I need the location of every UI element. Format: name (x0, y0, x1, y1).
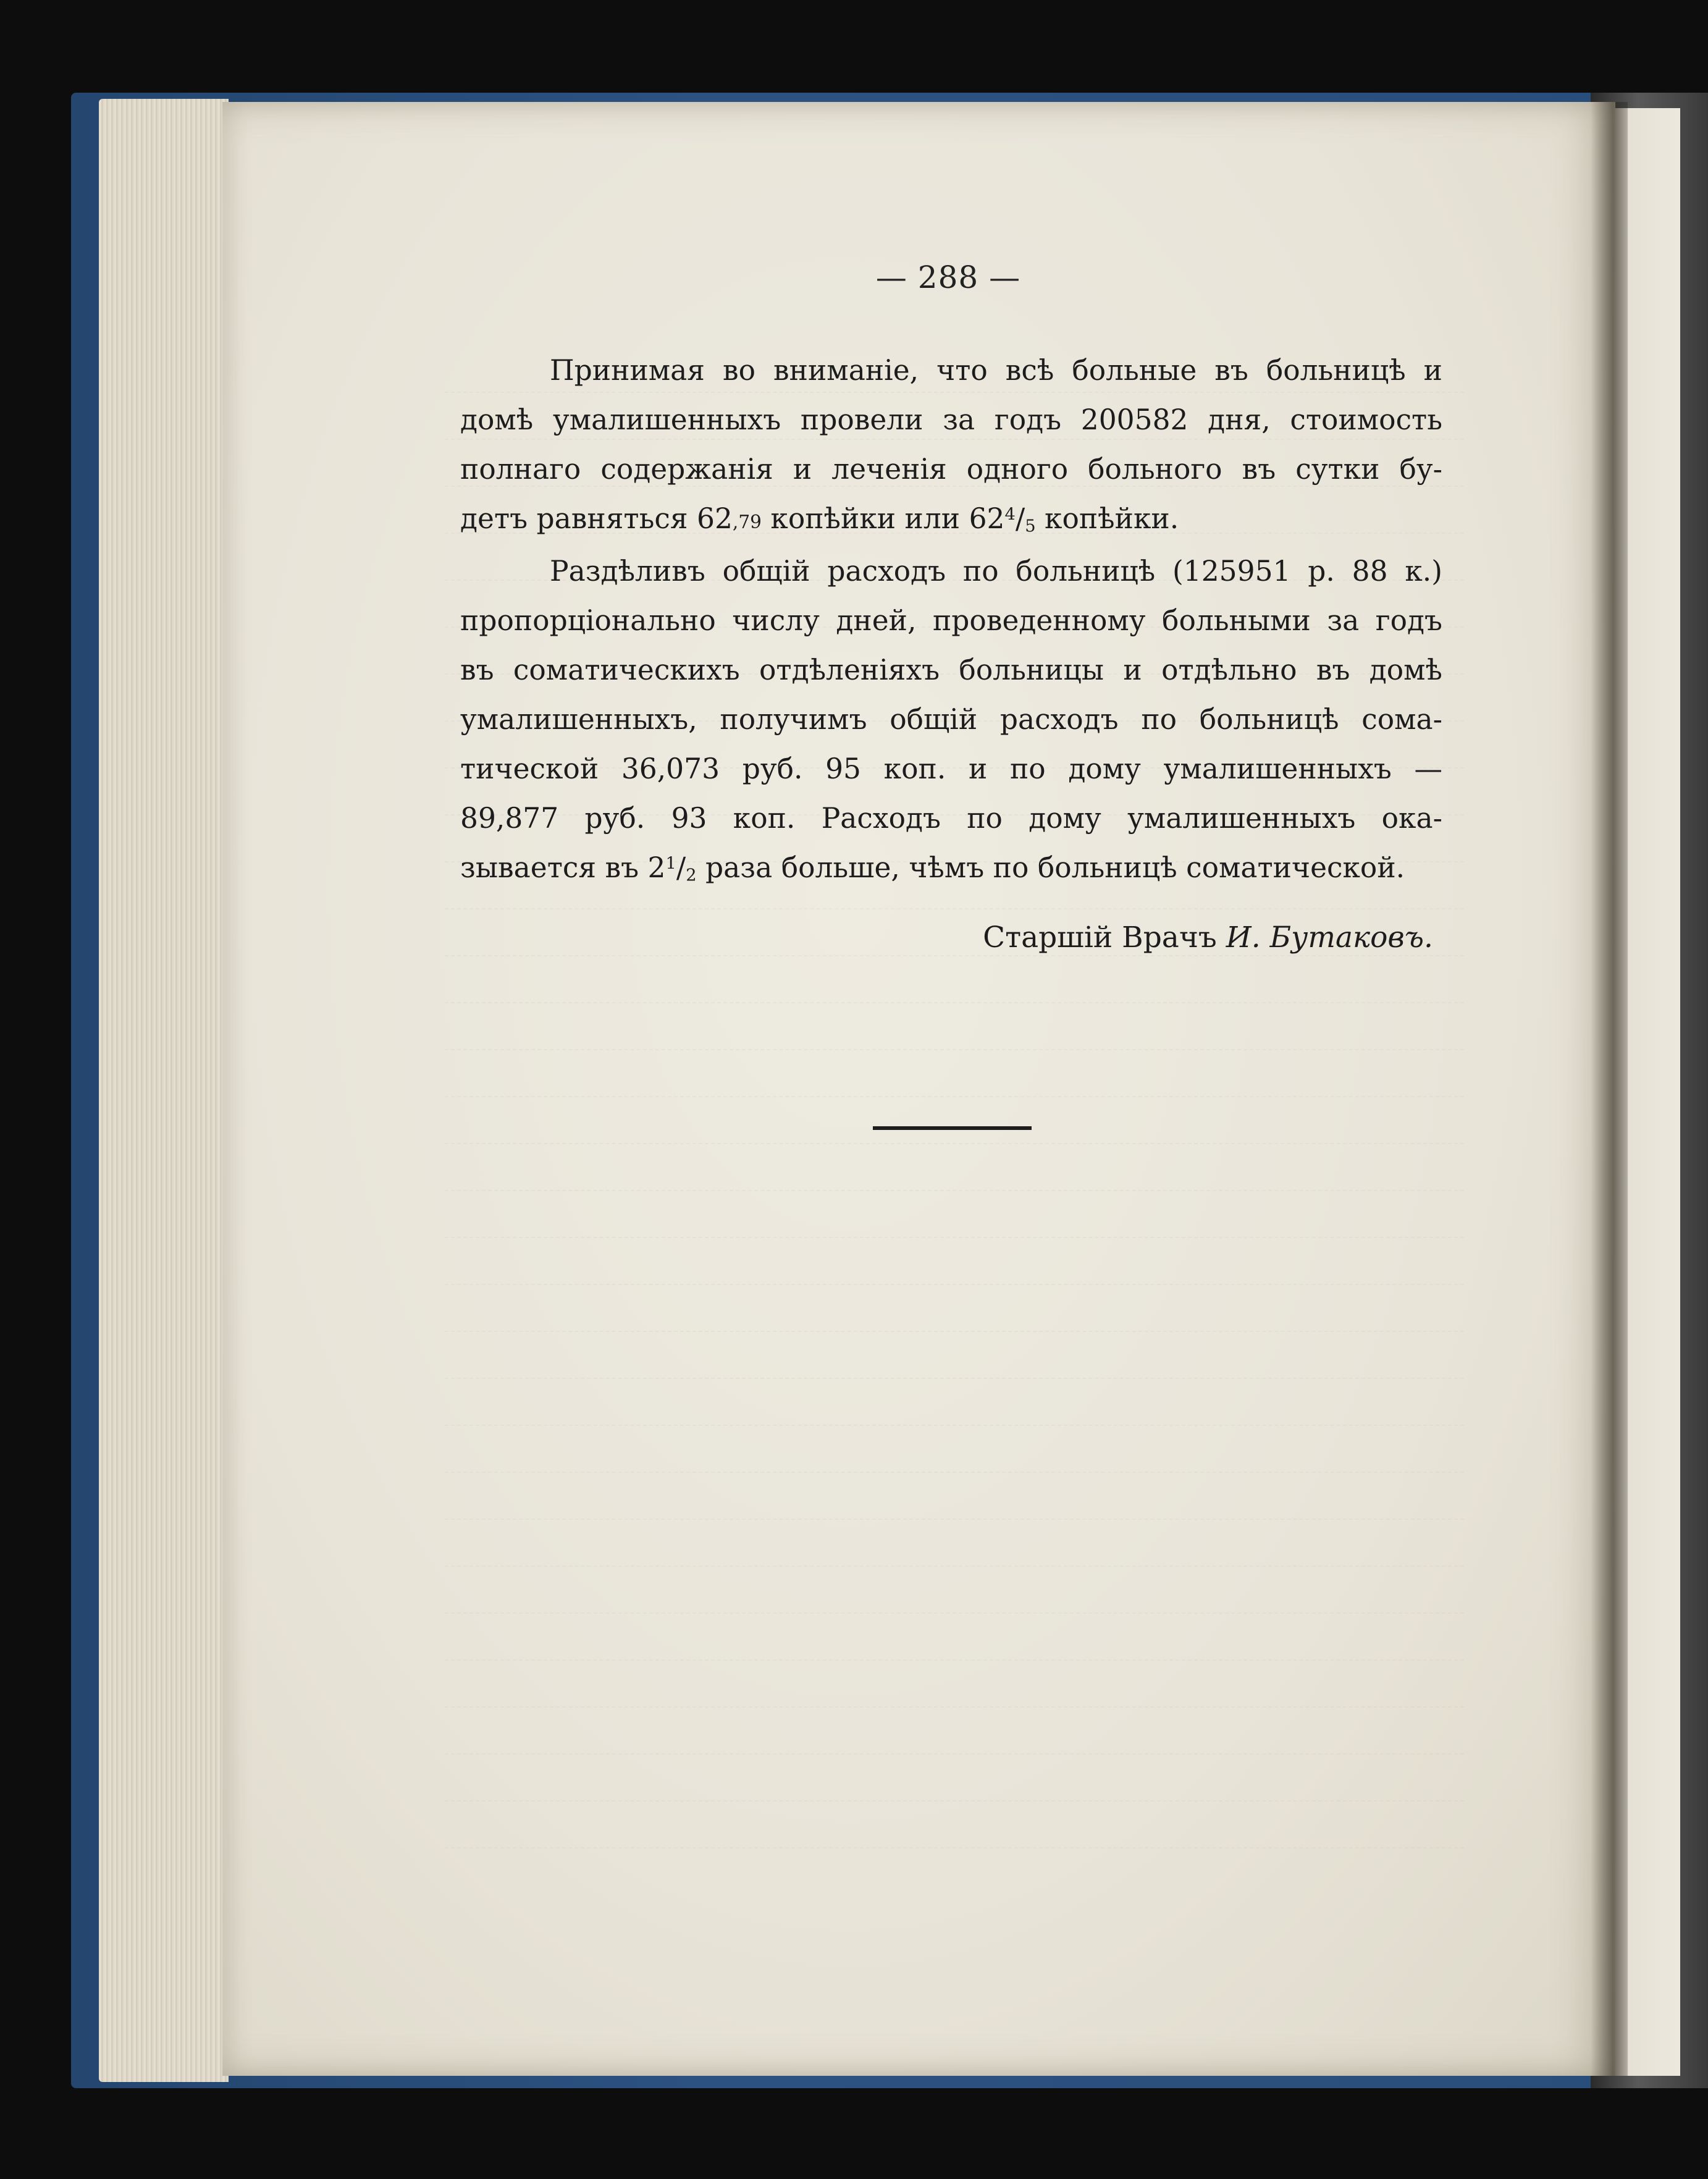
text-fragment: раза больше, чѣмъ по больницѣ соматической. (696, 851, 1405, 884)
text-fragment: зывается въ 2 (460, 851, 666, 884)
text-line: тической 36,073 руб. 95 коп. и по дому умалишенныхъ — (460, 752, 1442, 785)
fraction-numerator: 4 (1004, 505, 1016, 525)
main-text (460, 346, 1442, 893)
text-line: 89,877 руб. 93 коп. Расходъ по дому умалишенныхъ ока- (460, 802, 1442, 835)
fraction-separator: / (676, 851, 686, 884)
paragraph-2 (460, 547, 1442, 893)
fraction-numerator: 1 (665, 854, 676, 874)
text-fragment: копѣйки или 62 (761, 502, 1005, 535)
text-fragment: копѣйки. (1035, 502, 1179, 535)
fraction-separator: / (1015, 502, 1025, 535)
paragraph-1 (460, 346, 1442, 547)
signature-name: И. Бутаковъ. (1226, 921, 1433, 955)
signature (877, 921, 1433, 955)
fraction-denominator: 5 (1025, 516, 1036, 536)
text-line (460, 843, 1442, 893)
text-line: въ соматическихъ отдѣленіяхъ больницы и отдѣльно въ домѣ (460, 654, 1442, 686)
decimal-fragment: ,79 (732, 512, 762, 533)
text-line: Принимая во вниманіе, что всѣ больные въ больницѣ и (550, 354, 1442, 387)
text-fragment: детъ равняться 62 (460, 502, 733, 535)
text-line: Раздѣливъ общій расходъ по больницѣ (125951 р. 88 к.) (550, 555, 1442, 588)
text-line (460, 494, 1442, 547)
text-line: домѣ умалишенныхъ провели за годъ 200582 дня, стоимость (460, 403, 1442, 436)
text-line: умалишенныхъ, получимъ общій расходъ по больницѣ сома- (460, 703, 1442, 736)
page-gutter-shadow (1591, 102, 1628, 2076)
section-divider (873, 1126, 1032, 1130)
text-line: пропорціонально числу дней, проведенному больными за годъ (460, 604, 1442, 637)
page-block-edges (99, 99, 229, 2082)
text-line: полнаго содержанія и леченія одного больного въ сутки бу- (460, 453, 1442, 486)
fraction-denominator: 2 (686, 866, 697, 885)
page-number: — 288 — (875, 259, 1021, 295)
signature-title: Старшій Врачъ (983, 921, 1217, 955)
